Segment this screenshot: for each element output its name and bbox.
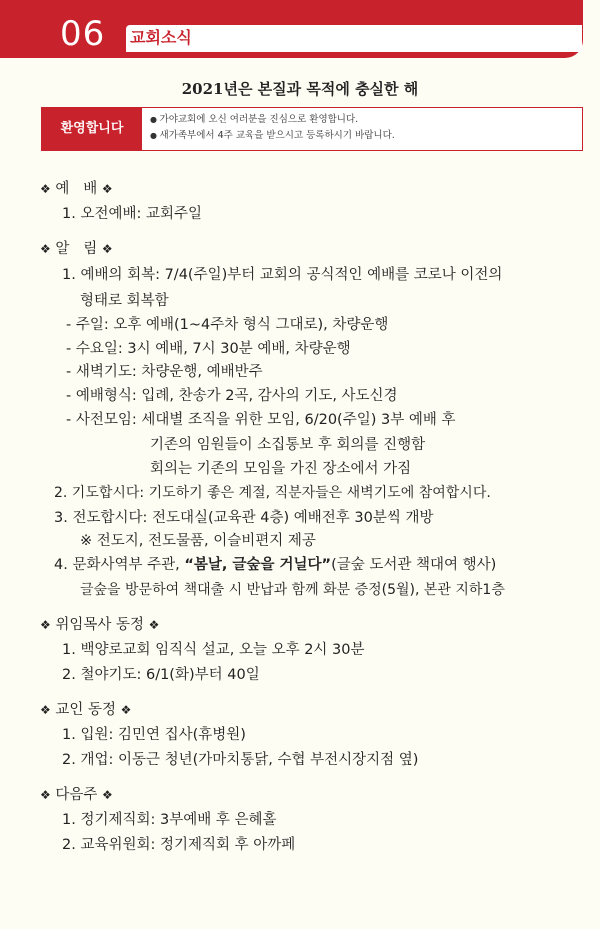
welcome-line: ● 가야교회에 오신 여러분을 진심으로 환영합니다.: [150, 112, 395, 128]
welcome-lines: [150, 112, 395, 144]
diamond-icon: ❖: [102, 788, 113, 802]
list-item: 1. 정기제직회: 3부예배 후 은혜홀: [62, 812, 277, 828]
list-item: 2. 철야기도: 6/1(화)부터 40일: [62, 667, 260, 683]
diamond-icon: ❖: [40, 703, 51, 717]
diamond-icon: ❖: [101, 242, 113, 256]
list-item: 1. 입원: 김민연 집사(휴병원): [62, 727, 246, 743]
diamond-icon: ❖: [40, 182, 51, 196]
page-title: 2021년은 본질과 목적에 충실한 해: [181, 80, 419, 98]
welcome-label: 환영합니다: [42, 108, 142, 150]
diamond-icon: ❖: [40, 618, 51, 632]
diamond-icon: ❖: [101, 182, 113, 196]
sub-item: - 수요일: 3시 예배, 7시 30분 예배, 차량운행: [66, 341, 351, 357]
section-label: 교회소식: [130, 28, 192, 47]
welcome-box: [41, 107, 583, 151]
sub-item: - 주일: 오후 예배(1~4주차 형식 그대로), 차량운행: [66, 317, 389, 333]
diamond-icon: ❖: [40, 788, 51, 802]
diamond-icon: ❖: [120, 703, 132, 717]
list-item: 1. 백양로교회 임직식 설교, 오늘 오후 2시 30분: [62, 642, 365, 658]
section-number: 06: [60, 14, 106, 54]
section-heading-worship: ❖ 예 배 ❖: [40, 181, 113, 197]
list-item: 1. 오전예배: 교회주일: [62, 206, 202, 222]
sub-item: - 사전모임: 세대별 조직을 위한 모임, 6/20(주일) 3부 예배 후: [66, 412, 456, 428]
diamond-icon: ❖: [40, 242, 51, 256]
header-bar: [0, 0, 583, 58]
list-item: 1. 예배의 회복: 7/4(주일)부터 교회의 공식적인 예배를 코로나 이전의: [62, 267, 503, 283]
diamond-icon: ❖: [148, 618, 160, 632]
sub-item-cont: 기존의 임원들이 소집통보 후 회의를 진행함: [150, 437, 426, 453]
sub-item: - 새벽기도: 차량운행, 예배반주: [66, 364, 263, 380]
list-item: 2. 개업: 이동근 청년(가마치통닭, 수협 부전시장지점 옆): [62, 752, 419, 768]
list-item: 2. 기도합시다: 기도하기 좋은 계절, 직분자들은 새벽기도에 참여합시다.: [54, 485, 491, 501]
section-heading-pastor: ❖ 위임목사 동정 ❖: [40, 617, 160, 633]
list-item-cont: 글숲을 방문하여 책대출 시 반납과 함께 화분 증정(5월), 본관 지하1층: [80, 582, 505, 598]
section-heading-members: ❖ 교인 동정 ❖: [40, 702, 132, 718]
welcome-line: ● 새가족부에서 4주 교육을 받으시고 등록하시기 바랍니다.: [150, 128, 395, 144]
list-item: 4. 문화사역부 주관, “봄날, 글숲을 거닐다”(글숲 도서관 책대여 행사): [54, 557, 497, 573]
sub-item: - 예배형식: 입례, 찬송가 2곡, 감사의 기도, 사도신경: [66, 388, 398, 404]
section-heading-notices: ❖ 알 림 ❖: [40, 241, 113, 257]
list-item-cont: 형태로 회복함: [80, 293, 169, 309]
sub-item-cont: 회의는 기존의 모임을 가진 장소에서 가짐: [150, 461, 412, 477]
section-label-box: [126, 25, 582, 52]
section-heading-nextweek: ❖ 다음주 ❖: [40, 787, 113, 803]
list-item: 3. 전도합시다: 전도대실(교육관 4층) 예배전후 30분씩 개방: [54, 510, 434, 526]
list-item: 2. 교육위원회: 정기제직회 후 아까페: [62, 837, 296, 853]
note: ※ 전도지, 전도물품, 이슬비편지 제공: [80, 533, 316, 549]
